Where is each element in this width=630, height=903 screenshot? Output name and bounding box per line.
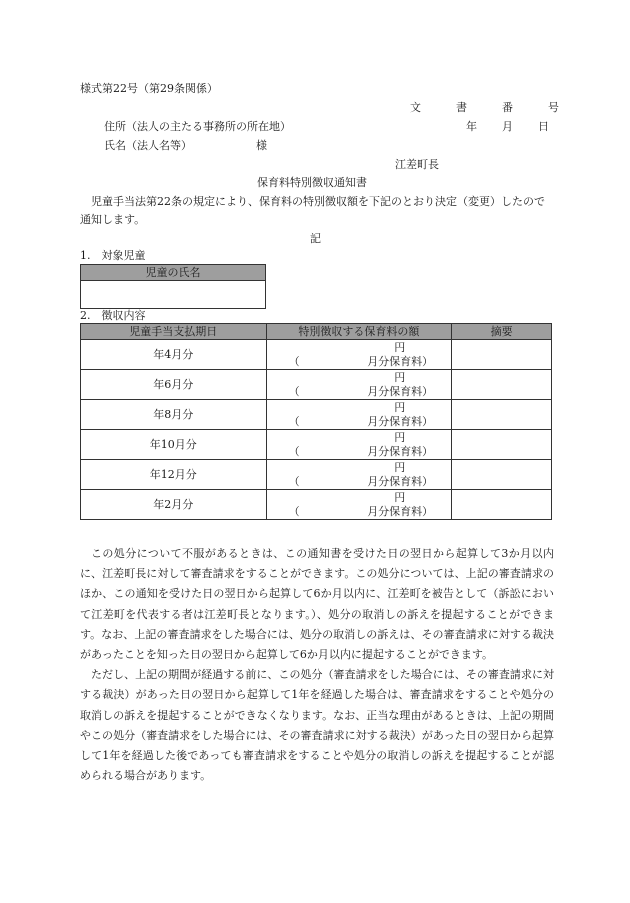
header-payment-date: 児童手当支払期日 (81, 324, 267, 340)
remarks-cell (452, 340, 552, 370)
month-fee-label: 月分保育料） (367, 385, 434, 398)
month-fee-label: 月分保育料） (367, 505, 434, 518)
paren-open: （ (288, 475, 300, 488)
name-label: 氏名（法人名等） (104, 139, 192, 152)
ki-label: 記 (310, 232, 321, 245)
yen-label: 円 (394, 401, 406, 414)
month-fee-label: 月分保育料） (367, 475, 434, 488)
month-fee-label: 月分保育料） (367, 415, 434, 428)
yen-label: 円 (394, 341, 406, 354)
yen-label: 円 (394, 461, 406, 474)
table-row (81, 370, 552, 400)
date-field (466, 120, 549, 134)
child-name-cell (81, 281, 266, 309)
paren-open: （ (288, 445, 300, 458)
honorific: 様 (256, 139, 267, 152)
yen-label: 円 (394, 371, 406, 384)
yen-label: 円 (394, 431, 406, 444)
notice-body (80, 544, 554, 786)
fee-amount-cell (266, 340, 452, 370)
fee-amount-cell (266, 490, 452, 520)
payment-period: 年2月分 (81, 490, 267, 520)
header-fee-amount: 特別徴収する保育料の額 (266, 324, 452, 340)
intro-text: 児童手当法第22条の規定により、保育料の特別徴収額を下記のとおり決定（変更）したので通知します。 (80, 195, 545, 226)
notice-paragraph-appeal: この処分について不服があるときは、この通知書を受けた日の翌日から起算して3か月以内に、江差町長に対して審査請求をすることができます。この処分については、上記の審査請求のほか、この通知を受けた日の翌日から起算して6か月以内に、江差町を被告として（訴訟において江差町を代表する者は江差町長となります。）、処分の取消しの訴えを提起することができます。なお、上記の審査請求をした場合には、処分の取消しの訴えは、その審査請求に対する裁決があったことを知った日の翌日から起算して6か月以内に提起することができます。 (80, 547, 554, 662)
table-row (81, 400, 552, 430)
date-month: 月 (502, 120, 513, 133)
table-row (81, 490, 552, 520)
doc-number-char: 文 (410, 101, 421, 114)
doc-number-char: 番 (502, 101, 513, 114)
document-title: 保育料特別徴収通知書 (257, 176, 367, 189)
doc-number-char: 号 (548, 101, 559, 114)
header-remarks: 摘要 (452, 324, 552, 340)
remarks-cell (452, 370, 552, 400)
address-label: 住所（法人の主たる事務所の所在地） (104, 120, 291, 133)
payment-period: 年10月分 (81, 430, 267, 460)
remarks-cell (452, 400, 552, 430)
section2-heading: 2. 徴収内容 (80, 309, 146, 322)
month-fee-label: 月分保育料） (367, 445, 434, 458)
payment-period: 年6月分 (81, 370, 267, 400)
yen-label: 円 (394, 491, 406, 504)
fee-amount-cell (266, 460, 452, 490)
fee-amount-cell (266, 430, 452, 460)
collection-table (80, 323, 552, 520)
remarks-cell (452, 460, 552, 490)
doc-number-char: 書 (456, 101, 467, 114)
form-id: 様式第22号（第29条関係） (80, 82, 218, 95)
payment-period: 年12月分 (81, 460, 267, 490)
document-number (410, 101, 559, 115)
table-row (81, 340, 552, 370)
issuer: 江差町長 (395, 158, 439, 171)
paren-open: （ (288, 355, 300, 368)
payment-period: 年8月分 (81, 400, 267, 430)
table-row (81, 460, 552, 490)
paren-open: （ (288, 415, 300, 428)
child-name-header: 児童の氏名 (81, 265, 266, 281)
remarks-cell (452, 430, 552, 460)
section1-heading: 1. 対象児童 (80, 249, 146, 262)
child-table (80, 264, 266, 309)
month-fee-label: 月分保育料） (367, 355, 434, 368)
fee-amount-cell (266, 400, 452, 430)
paren-open: （ (288, 385, 300, 398)
payment-period: 年4月分 (81, 340, 267, 370)
table-row (81, 430, 552, 460)
notice-paragraph-limit: ただし、上記の期間が経過する前に、この処分（審査請求をした場合には、その審査請求に対する裁決）があった日の翌日から起算して1年を経過した場合は、審査請求をすることや処分の取消しの訴えを提起することができなくなります。なお、正当な理由があるときは、上記の期間やこの処分（審査請求をした場合には、その審査請求に対する裁決）があった日の翌日から起算して1年を経過した後であっても審査請求をすることや処分の取消しの訴えを提起することが認められる場合があります。 (80, 668, 554, 783)
remarks-cell (452, 490, 552, 520)
date-year: 年 (466, 120, 477, 133)
date-day: 日 (538, 120, 549, 133)
paren-open: （ (288, 505, 300, 518)
fee-amount-cell (266, 370, 452, 400)
